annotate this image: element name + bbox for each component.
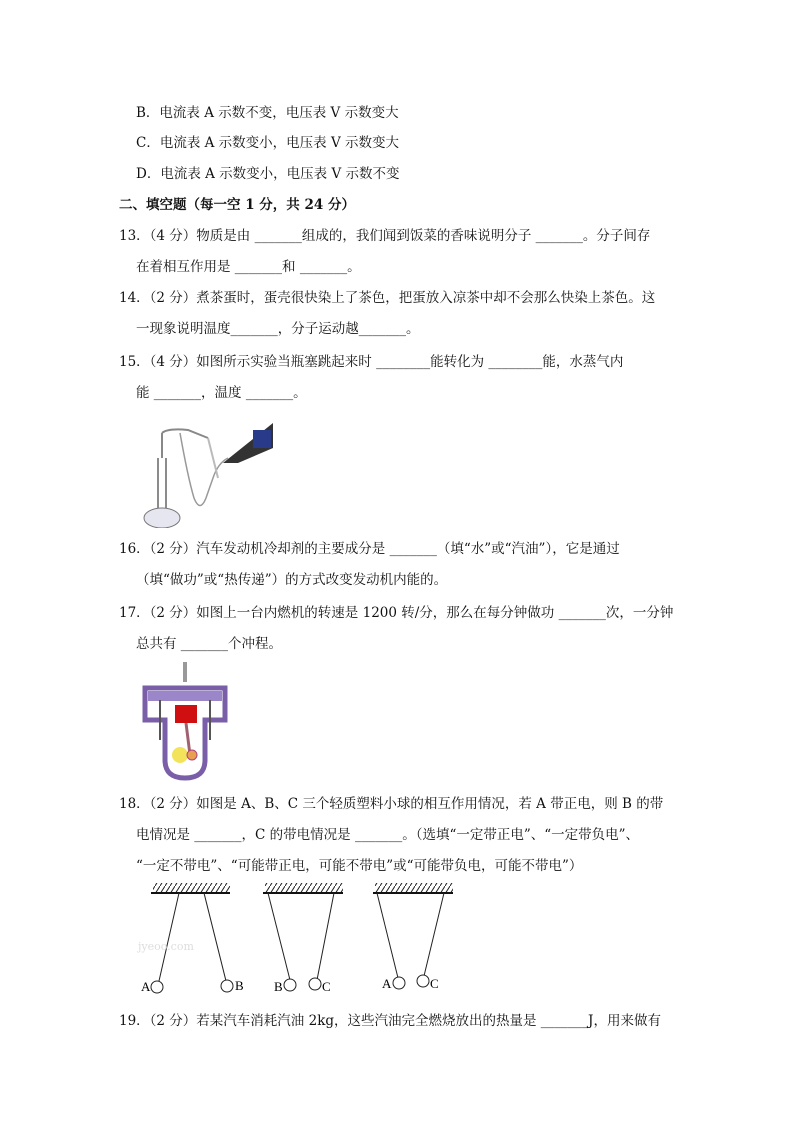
pendulum-label: A — [382, 976, 392, 991]
q13-line1: 13．（4 分）物质是由 _______组成的，我们闻到饭菜的香味说明分子 _______。分子间存 — [119, 228, 651, 244]
engine-figure — [140, 660, 230, 782]
option-c: C．电流表 A 示数变小，电压表 V 示数变大 — [136, 135, 399, 151]
pendulum-pair-ab — [141, 883, 244, 994]
q15-line2: 能 _______，温度 _______。 — [136, 385, 307, 401]
q18-line3: “一定不带电”、“可能带正电，可能不带电”或“可能带负电，可能不带电”） — [136, 858, 583, 874]
q16-line2: （填“做功”或“热传递”）的方式改变发动机内能的。 — [136, 572, 448, 588]
pendulum-label: A — [141, 979, 151, 994]
q17-line2: 总共有 _______个冲程。 — [136, 636, 283, 652]
section-title: 二、填空题（每一空 1 分，共 24 分） — [119, 197, 355, 213]
pendulum-pair-bc — [263, 883, 343, 994]
q18-line2: 电情况是 _______，C 的带电情况是 _______。（选填“一定带正电”、“一定带负电”、 — [136, 827, 640, 843]
pendulum-label: C — [430, 976, 439, 991]
pendulum-pair-ac — [373, 883, 453, 991]
pendulum-label: B — [274, 979, 283, 994]
pendulum-figure — [110, 870, 690, 1000]
q14-line1: 14．（2 分）煮茶蛋时，蛋壳很快染上了茶色，把蛋放入凉茶中却不会那么快染上茶色。这 — [119, 290, 656, 306]
q18-line1: 18．（2 分）如图是 A、B、C 三个轻质塑料小球的相互作用情况，若 A 带正电，则 B 的带 — [119, 796, 664, 812]
q13-line2: 在着相互作用是 _______和 _______。 — [136, 259, 361, 275]
pendulum-label: C — [322, 979, 331, 994]
q15-line1: 15．（4 分）如图所示实验当瓶塞跳起来时 ________能转化为 ________能，水蒸气内 — [119, 354, 624, 370]
option-b: B．电流表 A 示数不变，电压表 V 示数变大 — [136, 105, 399, 121]
q16-line1: 16．（2 分）汽车发动机冷却剂的主要成分是 _______（填“水”或“汽油”），它是通过 — [119, 541, 620, 557]
q19-line1: 19．（2 分）若某汽车消耗汽油 2kg，这些汽油完全燃烧放出的热量是 _______J，用来做有 — [119, 1013, 661, 1029]
q14-line2: 一现象说明温度_______，分子运动越_______。 — [136, 321, 420, 337]
watermark: jyeoo.com — [138, 940, 194, 953]
q17-line1: 17．（2 分）如图上一台内燃机的转速是 1200 转/分，那么在每分钟做功 _______次，一分钟 — [119, 605, 674, 621]
option-d: D．电流表 A 示数变小，电压表 V 示数不变 — [136, 166, 400, 182]
pendulum-label: B — [235, 978, 244, 993]
flask-experiment-figure — [138, 418, 278, 528]
